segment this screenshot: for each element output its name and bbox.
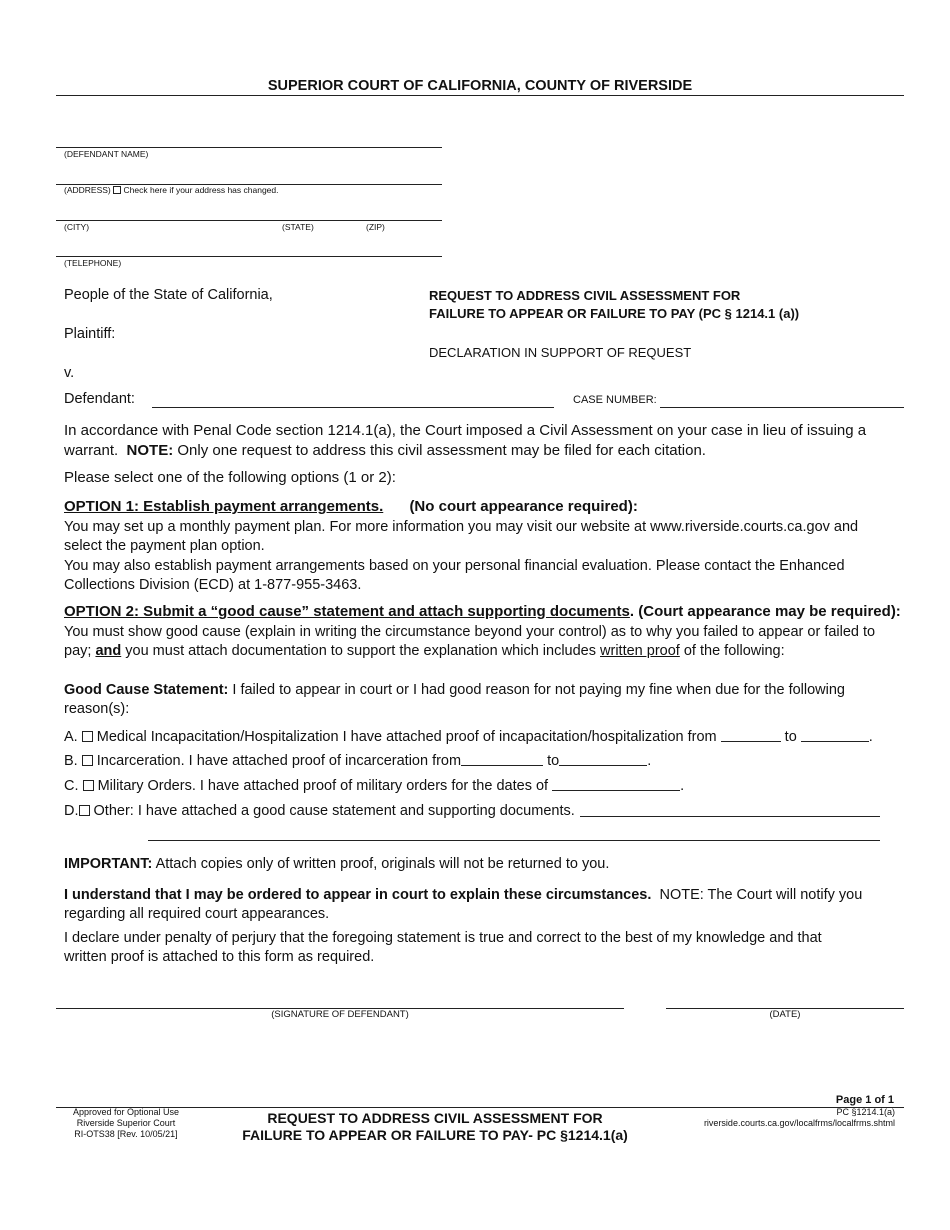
item-b-to: to [547,753,560,769]
footer-left-line3: RI-OTS38 [Rev. 10/05/21] [74,1129,178,1139]
header-rule [56,95,904,96]
caption-title-line2: FAILURE TO APPEAR OR FAILURE TO PAY (PC § 1214.1 (a)) [429,306,800,321]
plaintiff-label: Plaintiff: [64,326,116,342]
item-d-other-line[interactable] [580,816,880,817]
item-a-text: Medical Incapacitation/Hospitalization I have attached proof of incapacitation/hospitalization from [96,729,717,745]
good-cause-item-c [64,777,684,796]
caption-title-line1: REQUEST TO ADDRESS CIVIL ASSESSMENT FOR [429,288,741,303]
item-a-letter: A. [64,729,78,745]
option1-paragraph-1: You may set up a monthly payment plan. For more information you may visit our website at www.riverside.courts.ca.gov and select the payment plan option. [64,519,859,554]
state-label: (STATE) [282,222,314,232]
address-label [64,185,279,195]
item-d-checkbox[interactable] [79,805,90,816]
item-c-dates-blank[interactable] [552,778,680,791]
option1-heading-row [64,498,638,515]
case-number-label: CASE NUMBER: [573,394,657,406]
item-c-letter: C. [64,778,79,794]
option2-text-a: You must show good cause (explain in writing the circumstance beyond your control) as to why you failed to appear or failed to pay; [64,624,876,659]
item-a-end: . [868,729,873,745]
footer-right [660,1107,895,1129]
declaration-heading: DECLARATION IN SUPPORT OF REQUEST [429,345,692,360]
option2-written-proof: written proof [600,643,680,659]
footer-title-line2: FAILURE TO APPEAR OR FAILURE TO PAY- PC §1214.1(a) [242,1127,628,1143]
zip-label: (ZIP) [366,222,385,232]
address-changed-label: Check here if your address has changed. [123,185,279,195]
telephone-line[interactable] [56,256,442,257]
option2-and: and [95,643,122,659]
item-b-letter: B. [64,753,78,769]
address-changed-checkbox[interactable] [113,186,121,194]
option2-heading: OPTION 2: Submit a “good cause” statement and attach supporting documents [64,603,630,620]
good-cause-item-b [64,752,651,771]
footer-right-line1: PC §1214.1(a) [836,1107,895,1117]
intro-text: In accordance with Penal Code section 1214.1(a), the Court imposed a Civil Assessment on your case in lieu of issuing a warrant. [64,422,867,459]
important-label: IMPORTANT: [64,856,153,872]
item-a-from-blank[interactable] [721,729,781,742]
item-b-end: . [647,753,652,769]
versus-label: v. [64,365,75,381]
understand-text: NOTE: The Court will notify you regarding all required court appearances. [64,887,863,922]
option2-text-b: you must attach documentation to support the explanation which includes [125,643,596,659]
defendant-line[interactable] [152,407,554,408]
item-a-checkbox[interactable] [82,731,93,742]
footer-title [200,1110,670,1144]
good-cause-item-a [64,728,873,747]
good-cause-text: I failed to appear in court or I had good reason for not paying my fine when due for the following reason(s): [64,682,845,717]
important-paragraph [64,855,609,874]
item-d-letter: D. [64,803,79,819]
option1-subheading: (No court appearance required): [409,498,638,515]
item-b-text: Incarceration. I have attached proof of incarceration from [96,753,462,769]
item-d-other-line-2[interactable] [148,840,880,841]
defendant-name-label: (DEFENDANT NAME) [64,149,149,159]
item-b-checkbox[interactable] [82,755,93,766]
defendant-label: Defendant: [64,391,135,407]
footer-left-line1: Approved for Optional Use [72,1107,180,1117]
declare-paragraph: I declare under penalty of perjury that the foregoing statement is true and correct to the best of my knowledge and that written proof is attached to this form as required. [64,930,822,965]
footer-left [56,1107,196,1140]
case-number-line[interactable] [660,407,904,408]
intro-paragraph [64,421,894,461]
intro-note-label: NOTE: [126,442,174,459]
item-b-to-blank[interactable] [559,753,647,766]
people-label: People of the State of California, [64,287,273,303]
signature-label: (SIGNATURE OF DEFENDANT) [271,1009,409,1020]
important-text: Attach copies only of written proof, originals will not be returned to you. [155,856,610,872]
item-c-end: . [680,778,685,794]
court-title: SUPERIOR COURT OF CALIFORNIA, COUNTY OF RIVERSIDE [267,78,693,94]
city-label: (CITY) [64,222,90,232]
footer-title-line1: REQUEST TO ADDRESS CIVIL ASSESSMENT FOR [267,1110,603,1126]
item-c-checkbox[interactable] [83,780,94,791]
option1-paragraph-2: You may also establish payment arrangements based on your personal financial evaluation. Please contact the Enhanced Collections Division (ECD) at 1-877-955-3463. [64,558,845,593]
telephone-label: (TELEPHONE) [64,258,122,268]
city-state-zip-line[interactable] [56,220,442,221]
option2-heading-row [64,603,901,620]
footer-right-line2: riverside.courts.ca.gov/localfrms/localfrms.shtml [703,1118,895,1128]
page-number: Page 1 of 1 [835,1094,894,1106]
item-c-text: Military Orders. I have attached proof of military orders for the dates of [97,778,549,794]
understand-bold: I understand that I may be ordered to appear in court to explain these circumstances. [64,887,652,903]
item-d-text: Other: I have attached a good cause statement and supporting documents. [93,803,575,819]
intro-note-text: Only one request to address this civil assessment may be filed for each citation. [177,442,706,459]
option2-text-c: of the following: [683,643,785,659]
good-cause-paragraph [64,681,864,719]
defendant-name-line[interactable] [56,147,442,148]
good-cause-item-d [64,802,575,821]
item-b-from-blank[interactable] [461,753,543,766]
footer-left-line2: Riverside Superior Court [76,1118,176,1128]
good-cause-label: Good Cause Statement: [64,682,229,698]
address-label-text: (ADDRESS) [64,185,111,195]
item-a-to-blank[interactable] [801,729,869,742]
understand-paragraph [64,886,894,924]
option1-heading: OPTION 1: Establish payment arrangements. [64,498,384,515]
option2-subheading: . (Court appearance may be required): [629,603,901,620]
select-options: Please select one of the following options (1 or 2): [64,469,396,486]
item-a-to: to [784,729,797,745]
option2-paragraph [64,623,894,661]
date-label: (DATE) [769,1009,801,1020]
